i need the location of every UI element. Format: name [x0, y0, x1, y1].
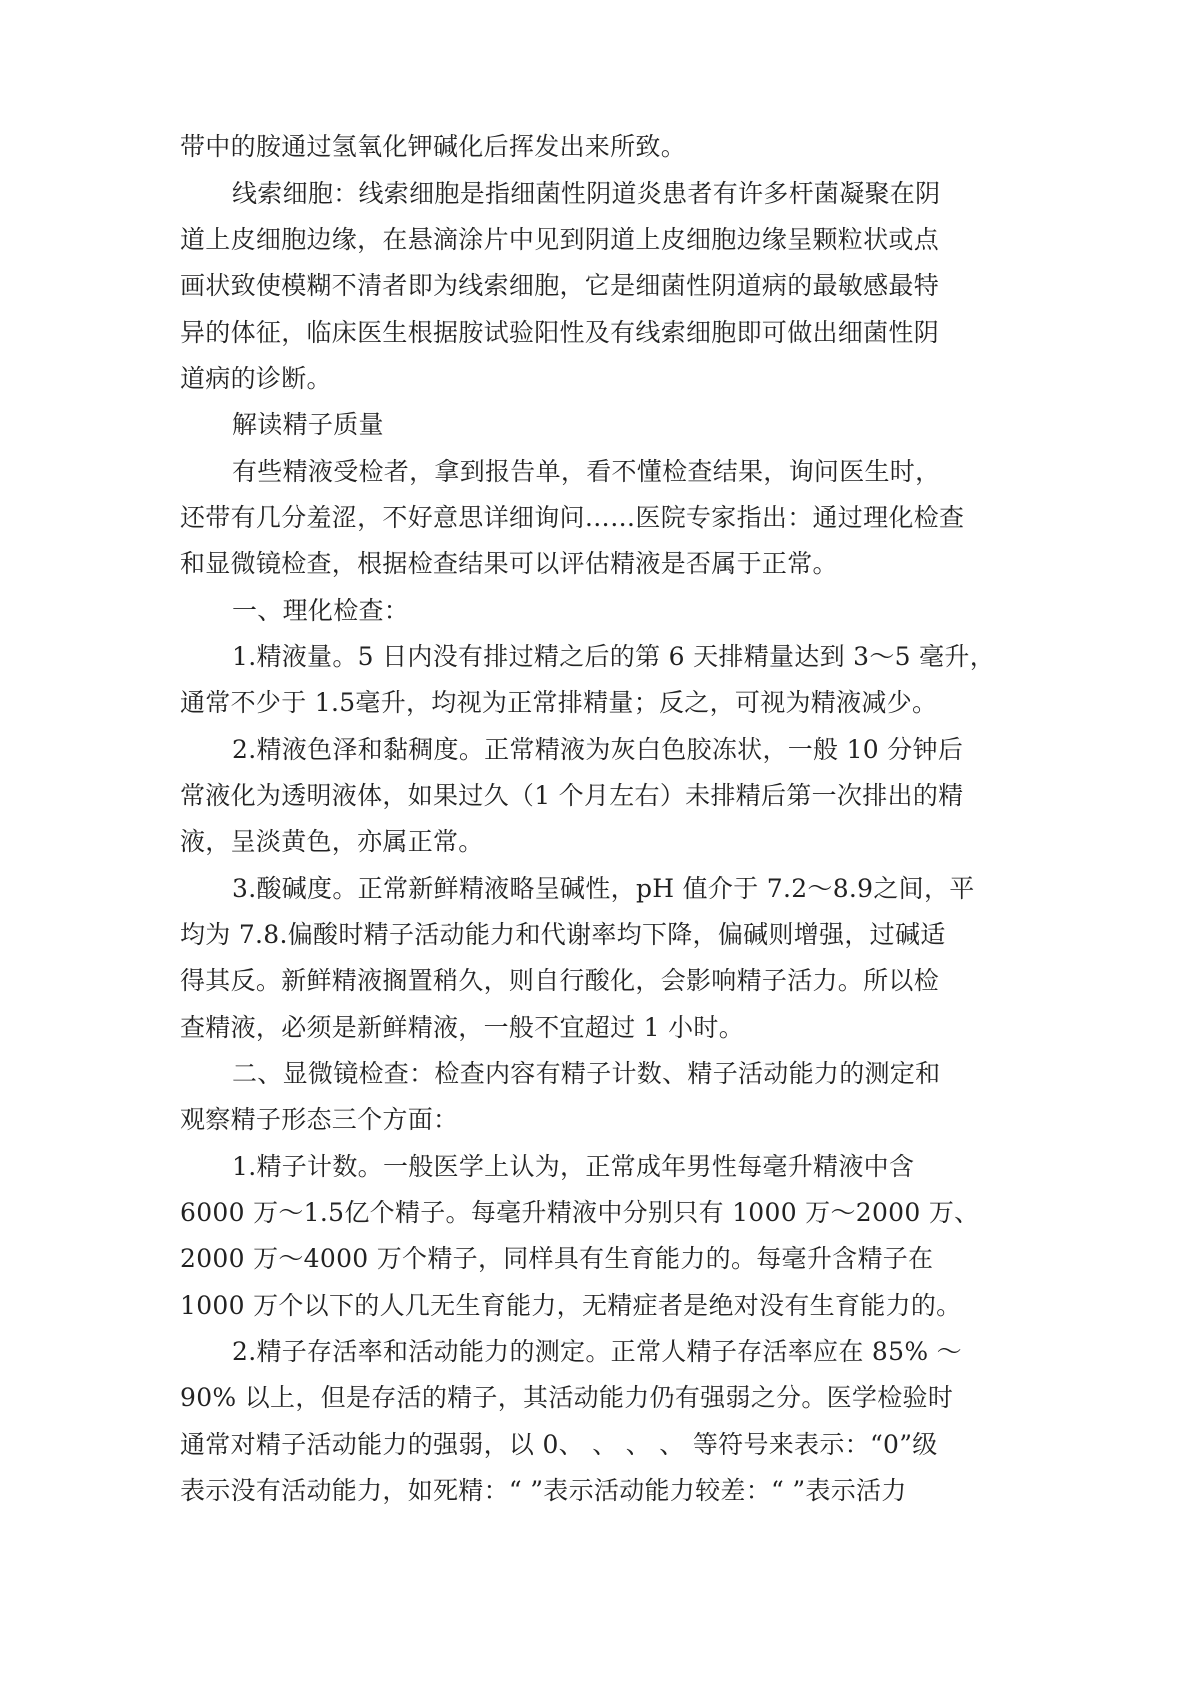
text-line: 异的体征，临床医生根据胺试验阳性及有线索细胞即可做出细菌性阴	[180, 318, 940, 347]
text-line: 均为 7.8.偏酸时精子活动能力和代谢率均下降，偏碱则增强，过碱适	[180, 920, 946, 949]
text-line: 常液化为透明液体，如果过久（1 个月左右）未排精后第一次排出的精	[180, 781, 964, 810]
text-line: 查精液，必须是新鲜精液，一般不宜超过 1 小时。	[180, 1013, 745, 1042]
text-line: 通常对精子活动能力的强弱，以 0、 、 、 、 等符号来表示：“0”级	[180, 1430, 938, 1459]
text-line: 还带有几分羞涩，不好意思详细询问……医院专家指出：通过理化检查	[180, 503, 965, 532]
text-line: 液，呈淡黄色，亦属正常。	[180, 827, 484, 856]
text-line: 表示没有活动能力，如死精：“ ”表示活动能力较差：“ ”表示活力	[180, 1476, 907, 1505]
text-line: 观察精子形态三个方面：	[180, 1105, 459, 1134]
text-line: 2000 万～4000 万个精子，同样具有生育能力的。每毫升含精子在	[180, 1244, 934, 1273]
text-line: 2.精液色泽和黏稠度。正常精液为灰白色胶冻状，一般 10 分钟后	[232, 735, 964, 764]
text-line: 通常不少于 1.5毫升，均视为正常排精量；反之，可视为精液减少。	[180, 688, 938, 717]
text-line: 1000 万个以下的人几无生育能力，无精症者是绝对没有生育能力的。	[180, 1291, 962, 1320]
text-line: 6000 万～1.5亿个精子。每毫升精液中分别只有 1000 万～2000 万、	[180, 1198, 980, 1227]
text-line: 道病的诊断。	[180, 364, 332, 393]
text-line: 2.精子存活率和活动能力的测定。正常人精子存活率应在 85% ～	[232, 1337, 962, 1366]
text-line: 画状致使模糊不清者即为线索细胞，它是细菌性阴道病的最敏感最特	[180, 271, 940, 300]
text-line: 线索细胞：线索细胞是指细菌性阴道炎患者有许多杆菌凝聚在阴	[232, 179, 941, 208]
section-heading: 解读精子质量	[232, 410, 384, 439]
text-line: 1.精子计数。一般医学上认为，正常成年男性每毫升精液中含	[232, 1152, 915, 1181]
section-heading: 一、理化检查：	[232, 596, 410, 625]
text-line: 和显微镜检查，根据检查结果可以评估精液是否属于正常。	[180, 549, 838, 578]
text-line: 带中的胺通过氢氧化钾碱化后挥发出来所致。	[180, 132, 687, 161]
text-line: 有些精液受检者，拿到报告单，看不懂检查结果，询问医生时，	[232, 457, 941, 486]
text-line: 道上皮细胞边缘，在悬滴涂片中见到阴道上皮细胞边缘呈颗粒状或点	[180, 225, 940, 254]
text-line: 1.精液量。5 日内没有排过精之后的第 6 天排精量达到 3～5 毫升，	[232, 642, 996, 671]
section-heading: 二、显微镜检查：检查内容有精子计数、精子活动能力的测定和	[232, 1059, 941, 1088]
text-line: 得其反。新鲜精液搁置稍久，则自行酸化，会影响精子活力。所以检	[180, 966, 940, 995]
text-line: 3.酸碱度。正常新鲜精液略呈碱性，pH 值介于 7.2～8.9之间，平	[232, 874, 975, 903]
text-line: 90% 以上，但是存活的精子，其活动能力仍有强弱之分。医学检验时	[180, 1383, 954, 1412]
